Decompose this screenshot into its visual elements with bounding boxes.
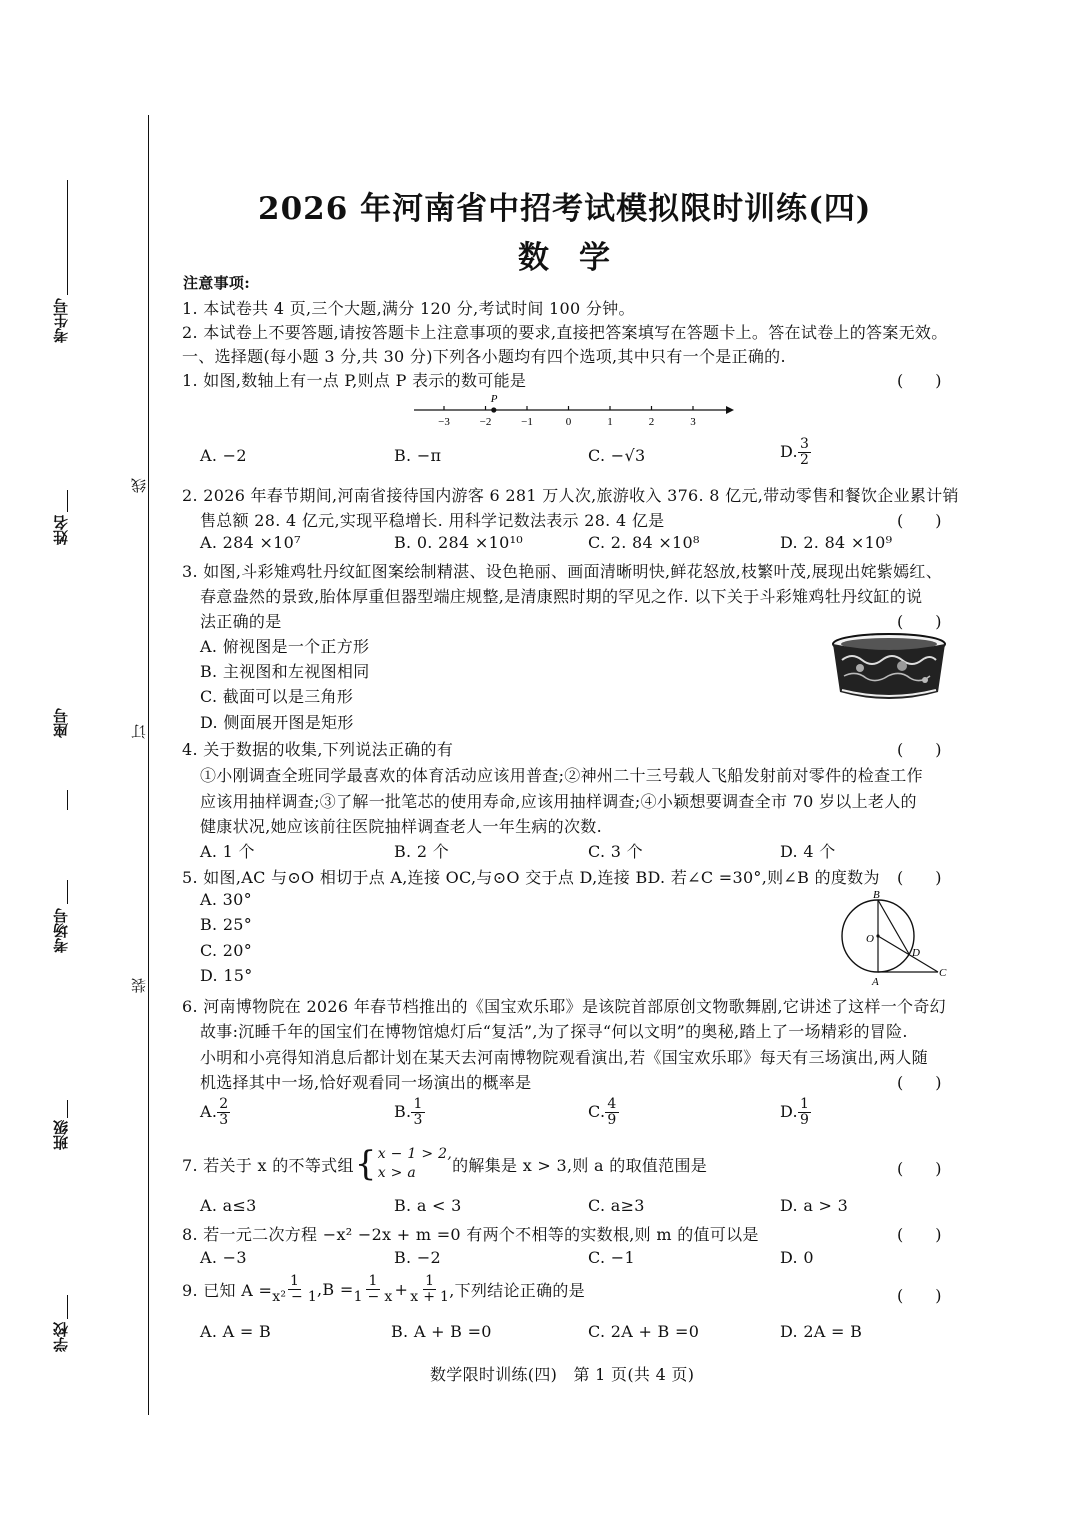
q3-option-d: D. 侧面展开图是矩形 — [200, 713, 354, 732]
q5-option-b: B. 25° — [200, 915, 253, 934]
number-line-tick-label: 2 — [648, 416, 655, 428]
number-line-tick-label: −2 — [479, 416, 492, 428]
number-line-tick-label: 1 — [607, 416, 613, 428]
q1-option-c: C. −√3 — [588, 446, 646, 465]
exam-title: 2026 年河南省中招考试模拟限时训练(四) — [258, 191, 872, 227]
q9-stem: 9. 已知 A = $\frac{1}{\text{x² − 1}}$ ,B = $\frac{1}{1 - x}$ + $\frac{1}{x + 1}$ ,下列结论正确的是 — [182, 1273, 585, 1305]
q4-line-1: ①小刚调查全班同学最喜欢的体育活动应该用普查;②神州二十三号载人飞船发射前对零件的检查工作 — [200, 766, 923, 785]
q7-system-line-2: x > a — [377, 1165, 417, 1181]
name-blank — [67, 490, 68, 512]
number-line-point-label: P — [490, 393, 498, 405]
exam-room-label: 考场号 — [52, 908, 70, 953]
q7-option-b: B. a < 3 — [394, 1196, 462, 1215]
notes-heading: 注意事项: — [183, 274, 251, 292]
q1-option-b: B. −π — [394, 446, 442, 465]
q7-option-c: C. a≥3 — [588, 1196, 645, 1215]
q6-line-3: 小明和小亮得知消息后都计划在某天去河南博物院观看演出,若《国宝欢乐耶》每天有三场演出,两人随 — [200, 1048, 928, 1067]
q2-line-1: 2. 2026 年春节期间,河南省接待国内游客 6 281 万人次,旅游收入 376. 8 亿元,带动零售和餐饮企业累计销 — [182, 486, 959, 505]
q6-option-b: B. $\frac{1}{3}$ — [394, 1096, 423, 1128]
q7-brace: { — [354, 1144, 377, 1184]
number-line-point-p — [491, 407, 496, 412]
q2-option-a: A. 284 ×10⁷ — [200, 533, 301, 552]
q5-option-d: D. 15° — [200, 966, 253, 985]
q3-line-1: 3. 如图,斗彩雉鸡牡丹纹缸图案绘制精湛、设色艳丽、画面清晰明快,鲜花怒放,枝繁叶茂,展现出姹紫嫣红、 — [182, 562, 942, 581]
seat-label: 座号 — [52, 708, 70, 738]
bind-mark: 装 — [130, 978, 148, 993]
number-line-tick-label: 3 — [690, 416, 696, 428]
class-blank — [67, 1100, 68, 1118]
q1-option-d: D. $\frac{3}{2}$ — [780, 436, 810, 468]
q1-option-a: A. −2 — [200, 446, 247, 465]
number-line-tick-label: −1 — [521, 416, 533, 428]
page-footer: 数学限时训练(四) 第 1 页(共 4 页) — [430, 1365, 695, 1384]
q1-answer-paren: ( ) — [897, 371, 942, 390]
class-label: 班级 — [52, 1120, 70, 1150]
school-blank — [67, 1295, 68, 1319]
q6-line-1: 6. 河南博物院在 2026 年春节档推出的《国宝欢乐耶》是该院首部原创文物歌舞剧,它讲述了这样一个奇幻 — [182, 997, 946, 1016]
q2-option-d: D. 2. 84 ×10⁹ — [780, 533, 893, 552]
q7-option-a: A. a≤3 — [200, 1196, 257, 1215]
student-no-blank — [67, 180, 68, 295]
exam-room-blank — [67, 880, 68, 904]
q3-option-b: B. 主视图和左视图相同 — [200, 662, 370, 681]
q8-option-b: B. −2 — [394, 1248, 442, 1267]
q3-option-a: A. 俯视图是一个正方形 — [200, 637, 370, 656]
q9-option-a: A. A = B — [200, 1322, 272, 1341]
q5-label-b: B — [873, 890, 880, 901]
q8-stem: 8. 若一元二次方程 −x² −2x + m =0 有两个不相等的实数根,则 m 的值可以是 — [182, 1225, 759, 1244]
q5-circle-figure — [836, 890, 951, 988]
q5-label-o: O — [866, 933, 874, 945]
q6-line-4: 机选择其中一场,恰好观看同一场演出的概率是 — [200, 1073, 532, 1092]
q9-option-d: D. 2A = B — [780, 1322, 863, 1341]
q8-option-a: A. −3 — [200, 1248, 247, 1267]
q5-label-a: A — [872, 976, 879, 988]
notes-item-2: 2. 本试卷上不要答题,请按答题卡上注意事项的要求,直接把答案填写在答题卡上。答在试卷上的答案无效。 — [182, 323, 948, 342]
q7-answer-paren: ( ) — [897, 1159, 942, 1178]
q3-line-3: 法正确的是 — [200, 612, 282, 631]
q5-label-d: D — [912, 947, 920, 959]
section1-heading: 一、选择题(每小题 3 分,共 30 分)下列各小题均有四个选项,其中只有一个是正确的. — [182, 347, 786, 366]
q4-answer-paren: ( ) — [897, 740, 942, 759]
q4-option-c: C. 3 个 — [588, 842, 643, 861]
q2-line-2: 售总额 28. 4 亿元,实现平稳增长. 用科学记数法表示 28. 4 亿是 — [200, 511, 665, 530]
number-line-tick-label: −3 — [438, 416, 450, 428]
q2-option-c: C. 2. 84 ×10⁸ — [588, 533, 700, 552]
binding-line-left — [148, 115, 149, 1415]
q7-system-line-1: x − 1 > 2, — [377, 1146, 453, 1162]
q1-stem: 1. 如图,数轴上有一点 P,则点 P 表示的数可能是 — [182, 371, 527, 390]
q8-option-d: D. 0 — [780, 1248, 814, 1267]
q6-option-a: A. $\frac{2}{3}$ — [200, 1096, 229, 1128]
q6-answer-paren: ( ) — [897, 1073, 942, 1092]
q9-fraction-b2: $\frac{1}{x + 1}$ — [410, 1273, 450, 1305]
name-label: 姓名 — [52, 515, 70, 545]
seat-blank — [67, 790, 68, 810]
school-label: 学校 — [52, 1322, 70, 1352]
number-line-tick-label: 0 — [565, 416, 572, 428]
student-no-label: 考生号 — [52, 298, 70, 343]
q3-porcelain-jar-figure — [830, 632, 948, 704]
q9-fraction-b1: $\frac{1}{1 - x}$ — [353, 1273, 393, 1305]
q3-option-c: C. 截面可以是三角形 — [200, 687, 354, 706]
q5-label-c: C — [939, 967, 947, 979]
q6-option-d: D. $\frac{1}{9}$ — [780, 1096, 810, 1128]
q4-stem: 4. 关于数据的收集,下列说法正确的有 — [182, 740, 454, 759]
q1-number-line — [410, 388, 740, 430]
q4-line-3: 健康状况,她应该前往医院抽样调查老人一年生病的次数. — [200, 817, 602, 836]
q5-option-c: C. 20° — [200, 941, 253, 960]
q7-option-d: D. a > 3 — [780, 1196, 849, 1215]
q5-option-a: A. 30° — [200, 890, 252, 909]
q7-stem: 7. 若关于 x 的不等式组 { x − 1 > 2, x > a 的解集是 x > 3,则 a 的取值范围是 — [182, 1144, 708, 1184]
q3-answer-paren: ( ) — [897, 612, 942, 631]
q3-line-2: 春意盎然的景致,胎体厚重但器型端庄规整,是清康熙时期的罕见之作. 以下关于斗彩雉鸡牡丹纹缸的说 — [200, 587, 923, 606]
q2-answer-paren: ( ) — [897, 511, 942, 530]
q4-option-d: D. 4 个 — [780, 842, 836, 861]
q9-option-b: B. A + B =0 — [391, 1322, 492, 1341]
q8-option-c: C. −1 — [588, 1248, 635, 1267]
line-mark: 线 — [130, 478, 148, 493]
subject-title: 数学 — [518, 240, 640, 276]
notes-item-1: 1. 本试卷共 4 页,三个大题,满分 120 分,考试时间 100 分钟。 — [182, 299, 635, 318]
q6-line-2: 故事:沉睡千年的国宝们在博物馆熄灯后“复活”,为了探寻“何以文明”的奥秘,踏上了一场精彩的冒险. — [200, 1022, 908, 1041]
q9-option-c: C. 2A + B =0 — [588, 1322, 700, 1341]
order-mark: 订 — [130, 724, 148, 739]
q5-answer-paren: ( ) — [897, 868, 942, 887]
q8-answer-paren: ( ) — [897, 1225, 942, 1244]
q6-option-c: C. $\frac{4}{9}$ — [588, 1096, 617, 1128]
q9-answer-paren: ( ) — [897, 1286, 942, 1305]
q4-option-b: B. 2 个 — [394, 842, 449, 861]
q9-fraction-a: $\frac{1}{\text{x² − 1}}$ — [272, 1273, 318, 1305]
q4-option-a: A. 1 个 — [200, 842, 255, 861]
q2-option-b: B. 0. 284 ×10¹⁰ — [394, 533, 523, 552]
q5-stem: 5. 如图,AC 与⊙O 相切于点 A,连接 OC,与⊙O 交于点 D,连接 BD. 若∠C =30°,则∠B 的度数为 — [182, 868, 880, 887]
q4-line-2: 应该用抽样调查;③了解一批笔芯的使用寿命,应该用抽样调查;④小颖想要调查全市 70 岁以上老人的 — [200, 792, 917, 811]
number-line-arrow — [726, 406, 734, 414]
